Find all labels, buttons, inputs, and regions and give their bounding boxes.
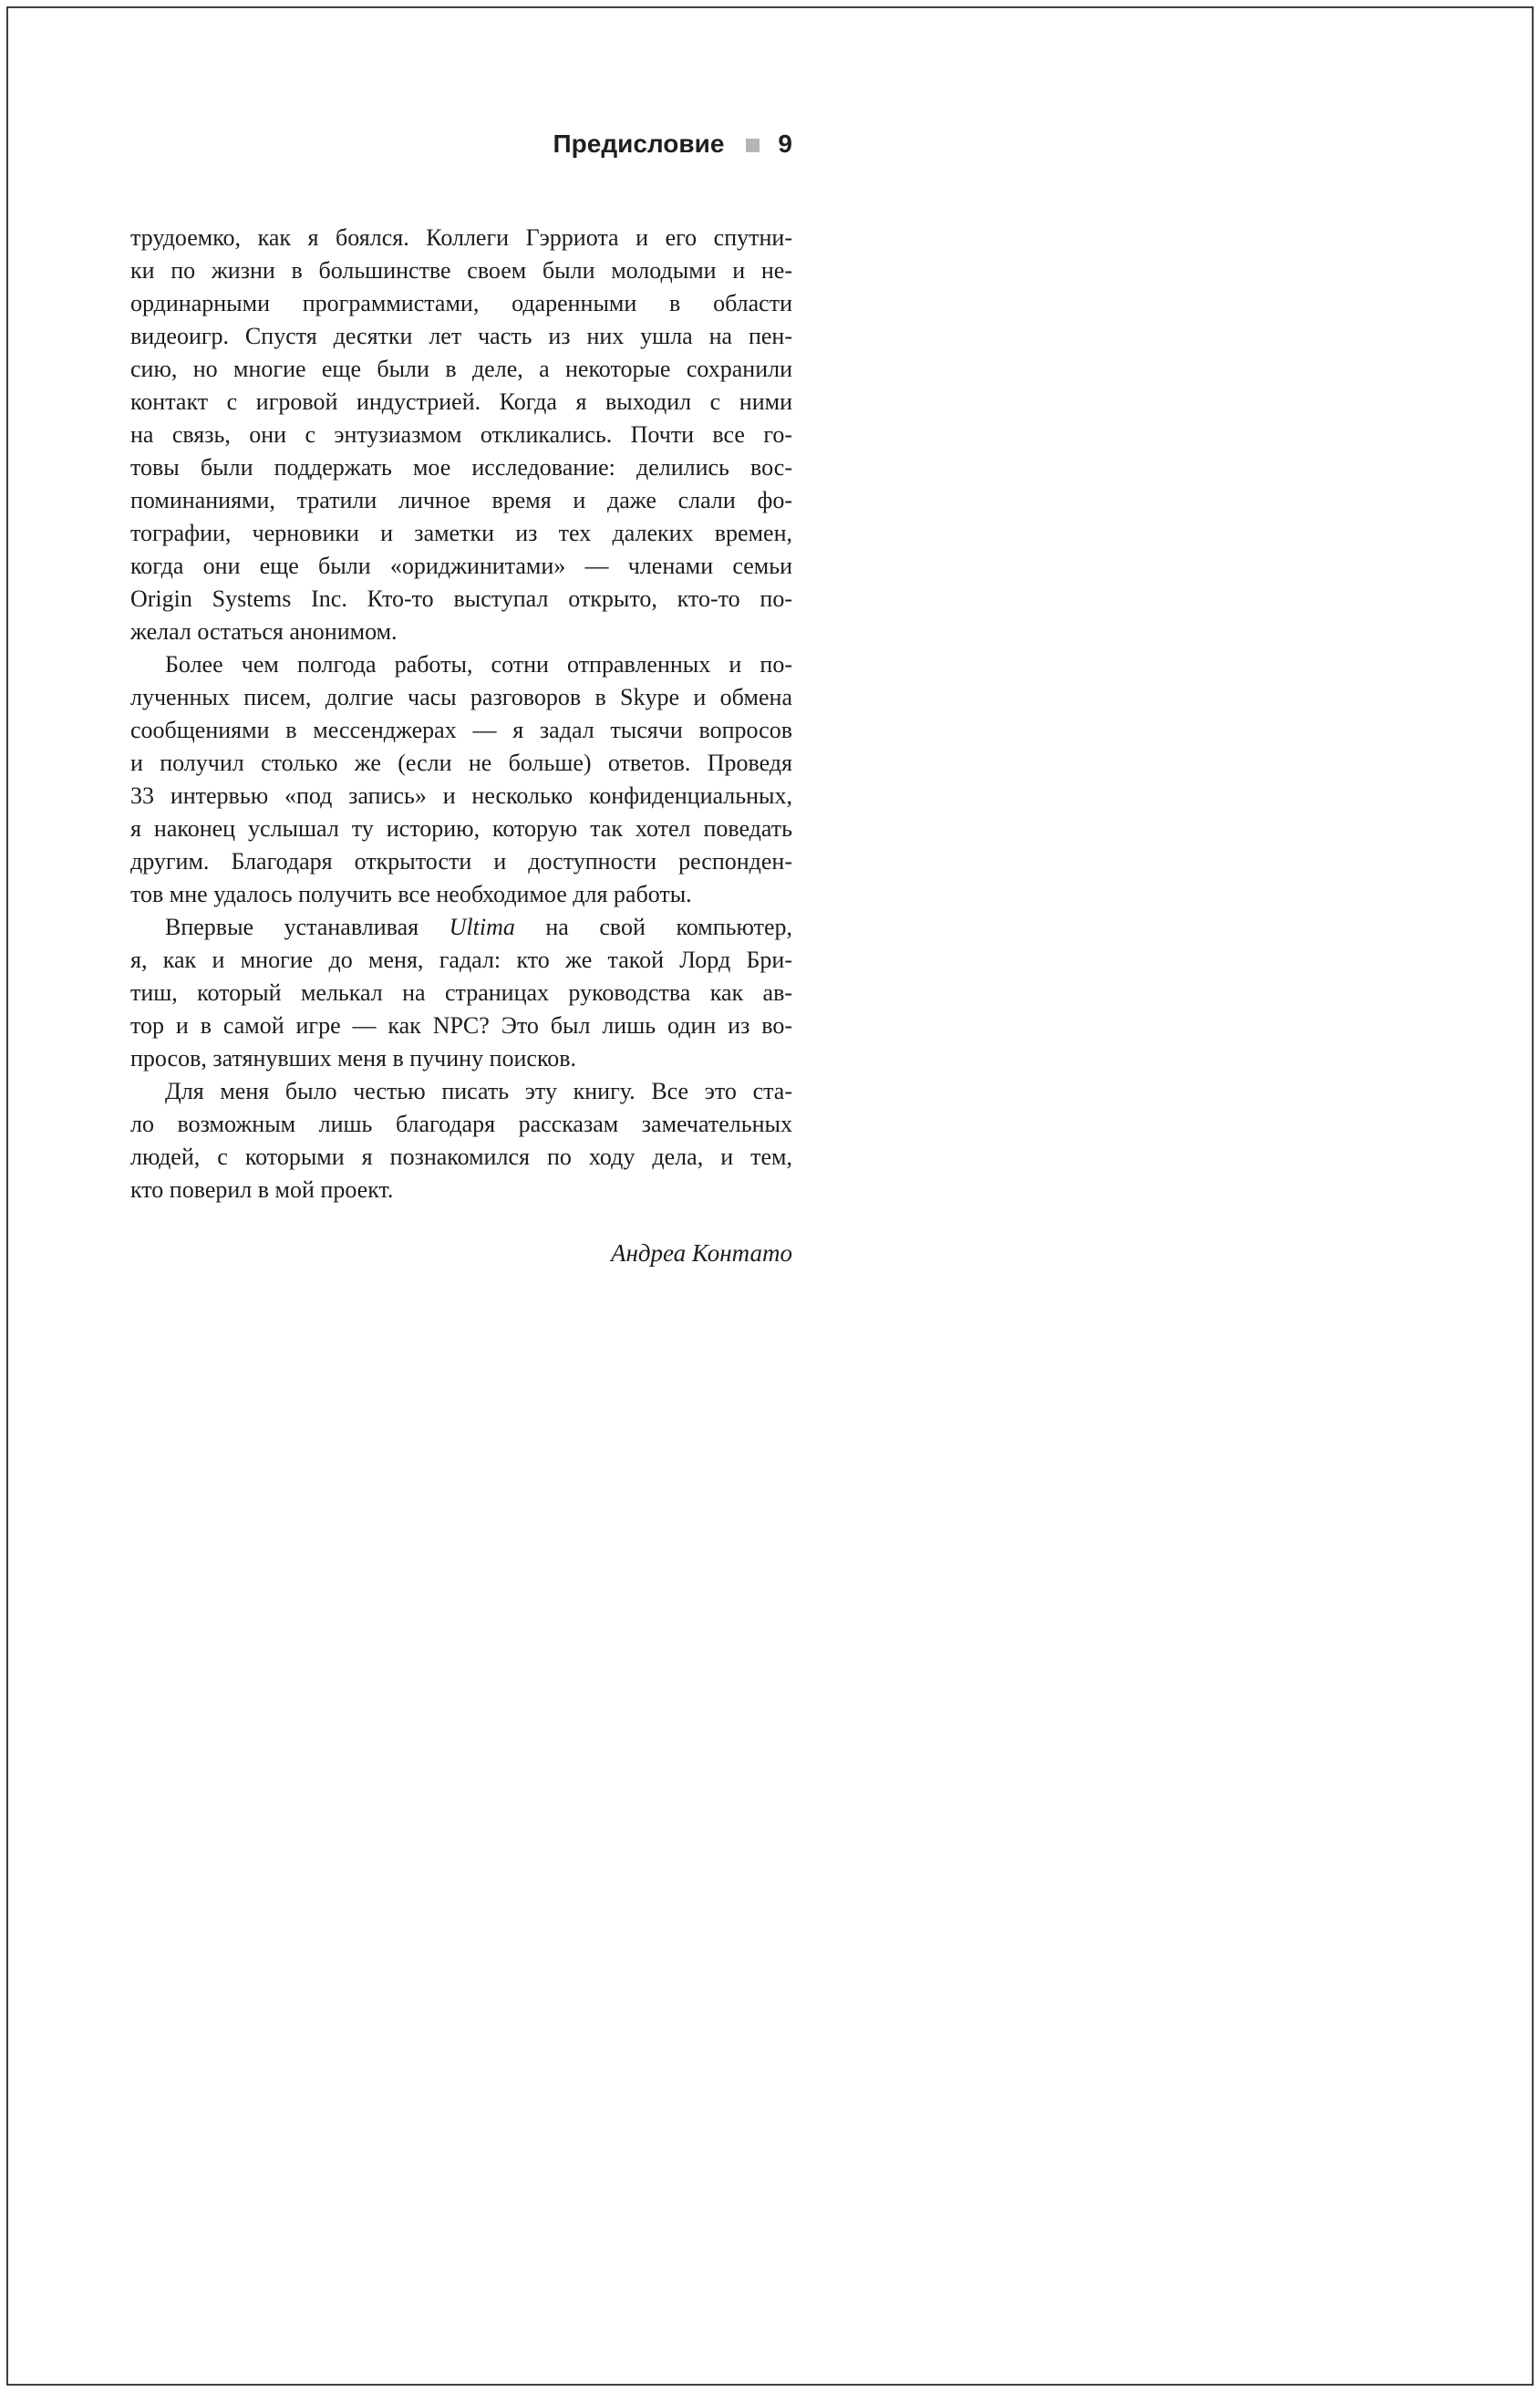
paragraph <box>130 911 792 1075</box>
text-segment: на свой компьютер, <box>514 914 792 940</box>
text-line: ло возможным лишь благодаря рассказам замечательных <box>130 1111 792 1137</box>
text-segment: Впервые устанавливая <box>165 914 450 940</box>
text-line: тографии, черновики и заметки из тех далеких времен, <box>130 520 792 546</box>
running-head-title: Предисловие <box>553 129 725 158</box>
square-ornament-icon <box>746 139 760 152</box>
text-line: ординарными программистами, одаренными в области <box>130 290 792 316</box>
text-line: контакт с игровой индустрией. Когда я выходил с ними <box>130 388 792 415</box>
text-line: товы были поддержать мое исследование: делились вос- <box>130 454 792 481</box>
text-line: сообщениями в мессенджерах — я задал тысячи вопросов <box>130 717 792 743</box>
page-number: 9 <box>778 129 792 158</box>
text-line: трудоемко, как я боялся. Коллеги Гэрриота и его спутни- <box>130 224 792 251</box>
text-line: Origin Systems Inc. Кто-то выступал открыто, кто-то по- <box>130 585 792 612</box>
text-line: тор и в самой игре — как NPC? Это был лишь один из во- <box>130 1012 792 1039</box>
text-line: на связь, они с энтузиазмом откликались. Почти все го- <box>130 421 792 448</box>
body-text <box>130 222 792 1206</box>
author-signature: Андреа Контато <box>610 1239 792 1267</box>
text-line: другим. Благодаря открытости и доступности респонден- <box>130 848 792 875</box>
text-line: и получил столько же (если не больше) ответов. Проведя <box>130 750 792 776</box>
text-line: желал остаться анонимом. <box>130 618 398 645</box>
text-line: когда они еще были «ориджинитами» — членами семьи <box>130 553 792 579</box>
paragraph <box>130 1075 792 1206</box>
paragraph <box>130 648 792 911</box>
text-line: ки по жизни в большинстве своем были молодыми и не- <box>130 257 792 284</box>
text-line: поминаниями, тратили личное время и даже слали фо- <box>130 487 792 513</box>
text-line: просов, затянувших меня в пучину поисков. <box>130 1045 577 1072</box>
text-line: видеоигр. Спустя десятки лет часть из них ушла на пен- <box>130 323 792 349</box>
paragraph <box>130 222 792 648</box>
text-line: людей, с которыми я познакомился по ходу дела, и тем, <box>130 1144 792 1170</box>
text-line: сию, но многие еще были в деле, а некоторые сохранили <box>130 356 792 382</box>
italic-game-title: Ultima <box>449 914 515 940</box>
text-line: тиш, который мелькал на страницах руководства как ав- <box>130 979 792 1006</box>
page-header <box>130 128 792 161</box>
text-line: я наконец услышал ту историю, которую так хотел поведать <box>130 815 792 842</box>
text-line: Более чем полгода работы, сотни отправленных и по- <box>165 651 792 678</box>
text-line: Для меня было честью писать эту книгу. Все это ста- <box>165 1078 792 1104</box>
text-line: тов мне удалось получить все необходимое для работы. <box>130 881 692 907</box>
text-line <box>130 911 792 944</box>
text-line: 33 интервью «под запись» и несколько конфиденциальных, <box>130 782 792 809</box>
text-line: кто поверил в мой проект. <box>130 1176 394 1203</box>
text-line: лученных писем, долгие часы разговоров в Skype и обмена <box>130 684 792 710</box>
text-line: я, как и многие до меня, гадал: кто же такой Лорд Бри- <box>130 947 792 973</box>
